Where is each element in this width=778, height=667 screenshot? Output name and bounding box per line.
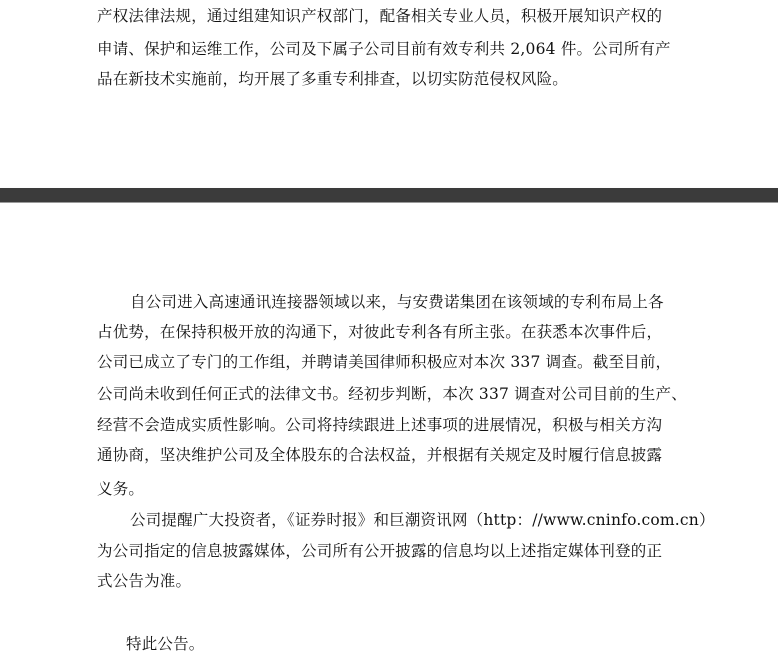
paragraph-1-line: 通协商，坚决维护公司及全体股东的合法权益，并根据有关规定及时履行信息披露 xyxy=(97,446,663,464)
paragraph-2-line: 为公司指定的信息披露媒体，公司所有公开披露的信息均以上述指定媒体刊登的正 xyxy=(97,542,663,560)
text-line: 申请、保护和运维工作，公司及下属子公司目前有效专利共 2,064 件。公司所有产 xyxy=(97,40,671,58)
text-line: 产权法律法规，通过组建知识产权部门，配备相关专业人员，积极开展知识产权的 xyxy=(97,7,663,25)
paragraph-1-line: 公司已成立了专门的工作组，并聘请美国律师积极应对本次 337 调查。截至目前， xyxy=(97,353,672,371)
document-page-bottom xyxy=(0,203,778,667)
text-line: 品在新技术实施前，均开展了多重专利排查，以切实防范侵权风险。 xyxy=(97,70,569,88)
paragraph-1-line: 公司尚未收到任何正式的法律文书。经初步判断，本次 337 调查对公司目前的生产、 xyxy=(97,385,687,403)
page-separator xyxy=(0,188,778,203)
closing-text: 特此公告。 xyxy=(126,635,205,653)
paragraph-2-line: 式公告为准。 xyxy=(97,572,192,590)
paragraph-1-line: 义务。 xyxy=(97,480,145,498)
paragraph-1-line: 自公司进入高速通讯连接器领域以来，与安费诺集团在该领域的专利布局上各 xyxy=(130,293,664,311)
paragraph-1-line: 占优势，在保持积极开放的沟通下，对彼此专利各有所主张。在获悉本次事件后， xyxy=(97,323,663,341)
paragraph-2-line: 公司提醒广大投资者，《证券时报》和巨潮资讯网（http：//www.cninfo.com.cn） xyxy=(130,511,715,529)
paragraph-1-line: 经营不会造成实质性影响。公司将持续跟进上述事项的进展情况，积极与相关方沟 xyxy=(97,416,663,434)
document-page-top xyxy=(0,0,778,188)
